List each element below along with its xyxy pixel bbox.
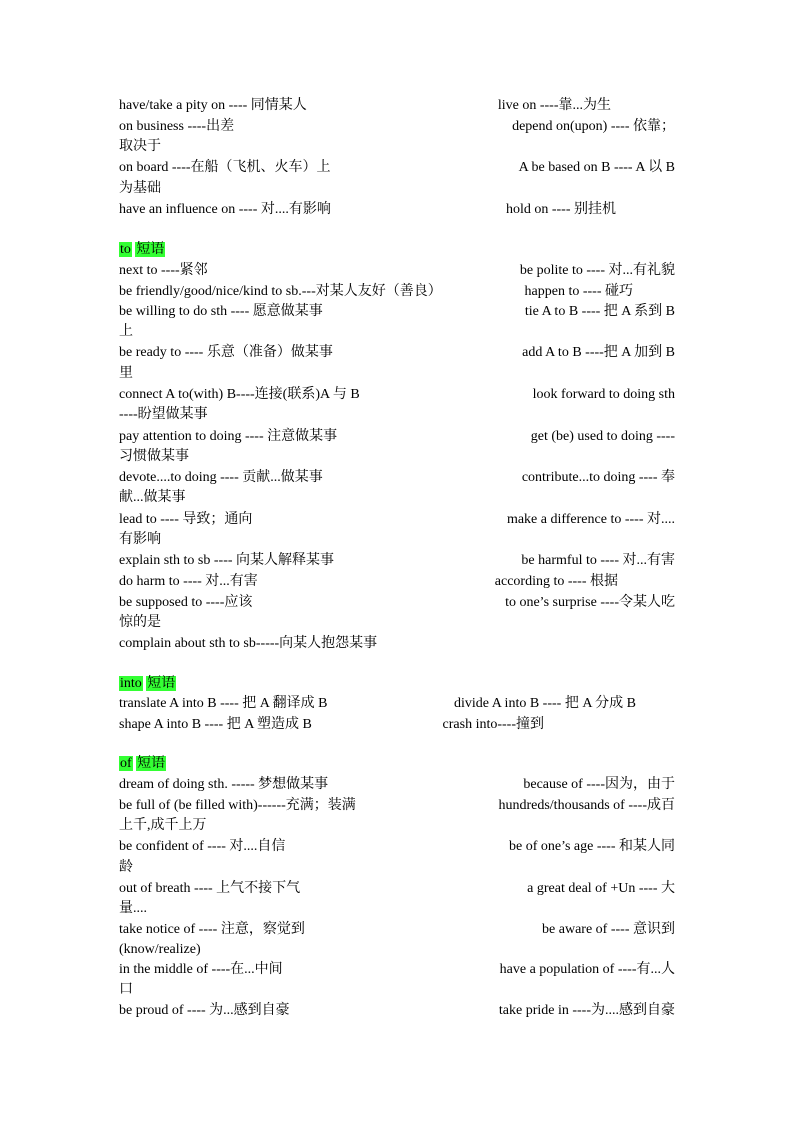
phrase-right: according to ---- 根据 [494, 574, 618, 589]
phrase-row [119, 117, 675, 137]
phrase-left: connect A to(with) B----连接(联系)A 与 B [119, 387, 360, 402]
phrase-left: complain about sth to sb-----向某人抱怨某事 [119, 636, 378, 651]
phrase-right: be aware of ---- 意识到 [542, 922, 675, 937]
phrase-right: crash into----撞到 [442, 717, 544, 732]
phrase-left: dream of doing sth. ----- 梦想做某事 [119, 777, 329, 792]
phrase-left: next to ----紧邻 [119, 263, 208, 278]
phrase-row [119, 427, 675, 447]
phrase-row [119, 385, 675, 405]
phrase-row [119, 796, 675, 816]
phrase-continuation: 惊的是 [119, 615, 161, 630]
phrase-right: happen to ---- 碰巧 [524, 284, 633, 299]
phrase-row [119, 343, 675, 363]
phrase-row [119, 715, 675, 735]
phrase-row [119, 960, 675, 980]
phrase-right: hundreds/thousands of ----成百 [498, 798, 675, 813]
phrase-right: get (be) used to doing ---- [530, 429, 675, 444]
phrase-row [119, 694, 675, 714]
phrase-left: be friendly/good/nice/kind to sb.---对某人友好（善良） [119, 284, 442, 299]
phrase-right: to one’s surprise ----令某人吃 [505, 595, 675, 610]
phrase-row [119, 572, 675, 592]
phrase-right: be polite to ---- 对...有礼貌 [519, 263, 675, 278]
phrase-right: make a difference to ---- 对.... [506, 512, 675, 527]
phrase-continuation: 取决于 [119, 139, 161, 154]
phrase-right: look forward to doing sth [532, 387, 675, 402]
phrase-right: add A to B ----把 A 加到 B [522, 345, 675, 360]
phrase-right: have a population of ----有...人 [499, 962, 675, 977]
phrase-left: take notice of ---- 注意，察觉到 [119, 922, 305, 937]
phrase-row [119, 1001, 675, 1021]
phrase-right: be harmful to ---- 对...有害 [521, 553, 675, 568]
phrase-left: be full of (be filled with)------充满；装满 [119, 798, 356, 813]
phrase-left: on board ----在船（飞机、火车）上 [119, 160, 331, 175]
phrase-left: be ready to ---- 乐意（准备）做某事 [119, 345, 333, 360]
phrase-left: on business ----出差 [119, 119, 235, 134]
phrase-left: be willing to do sth ---- 愿意做某事 [119, 304, 323, 319]
phrase-right: take pride in ----为....感到自豪 [498, 1003, 675, 1018]
phrase-continuation: 量.... [119, 901, 147, 916]
heading-word: into [120, 676, 142, 691]
phrase-row [119, 468, 675, 488]
heading-word: to [120, 242, 131, 257]
phrase-continuation: 有影响 [119, 532, 161, 547]
phrase-continuation: 口 [119, 982, 133, 997]
phrase-left: in the middle of ----在...中间 [119, 962, 283, 977]
phrase-continuation: (know/realize) [119, 942, 201, 957]
phrase-left: have/take a pity on ---- 同情某人 [119, 98, 307, 113]
phrase-left: lead to ---- 导致；通向 [119, 512, 253, 527]
phrase-row [119, 551, 675, 571]
phrase-right: divide A into B ---- 把 A 分成 B [454, 696, 636, 711]
heading-word: of [120, 756, 132, 771]
phrase-continuation: 为基础 [119, 181, 161, 196]
phrase-row [119, 282, 675, 302]
phrase-row [119, 879, 675, 899]
phrase-left: out of breath ---- 上气不接下气 [119, 881, 301, 896]
phrase-row [119, 920, 675, 940]
phrase-continuation: 上千,成千上万 [119, 818, 207, 833]
phrase-right: live on ----靠...为生 [497, 98, 611, 113]
phrase-row [119, 593, 675, 613]
heading-label: 短语 [137, 756, 166, 771]
phrase-left: be supposed to ----应该 [119, 595, 253, 610]
phrase-right: a great deal of +Un ---- 大 [527, 881, 675, 896]
phrase-right: contribute...to doing ---- 奉 [521, 470, 675, 485]
heading-label: 短语 [147, 676, 176, 691]
phrase-right: because of ----因为，由于 [523, 777, 675, 792]
phrase-continuation: ----盼望做某事 [119, 407, 208, 422]
phrase-left: be confident of ---- 对....自信 [119, 839, 286, 854]
phrase-left: devote....to doing ---- 贡献...做某事 [119, 470, 323, 485]
phrase-row [119, 634, 675, 654]
phrase-continuation: 龄 [119, 860, 133, 875]
phrase-row [119, 261, 675, 281]
section-heading-of [119, 754, 166, 774]
phrase-row [119, 158, 675, 178]
phrase-right: hold on ---- 别挂机 [505, 202, 616, 217]
phrase-row [119, 302, 675, 322]
phrase-right: be of one’s age ---- 和某人同 [508, 839, 675, 854]
phrase-continuation: 习惯做某事 [119, 449, 189, 464]
phrase-continuation: 献...做某事 [119, 490, 186, 505]
phrase-row [119, 200, 675, 220]
phrase-continuation: 里 [119, 366, 133, 381]
phrase-left: explain sth to sb ---- 向某人解释某事 [119, 553, 335, 568]
phrase-left: be proud of ---- 为...感到自豪 [119, 1003, 290, 1018]
phrase-right: A be based on B ---- A 以 B [518, 160, 675, 175]
phrase-left: have an influence on ---- 对....有影响 [119, 202, 331, 217]
phrase-row [119, 775, 675, 795]
phrase-left: pay attention to doing ---- 注意做某事 [119, 429, 338, 444]
phrase-right: tie A to B ---- 把 A 系到 B [524, 304, 675, 319]
phrase-left: translate A into B ---- 把 A 翻译成 B [119, 696, 328, 711]
phrase-left: do harm to ---- 对...有害 [119, 574, 258, 589]
phrase-row [119, 510, 675, 530]
section-heading-to [119, 240, 165, 260]
phrase-row [119, 837, 675, 857]
phrase-continuation: 上 [119, 324, 133, 339]
phrase-left: shape A into B ---- 把 A 塑造成 B [119, 717, 312, 732]
section-heading-into [119, 674, 176, 694]
heading-label: 短语 [136, 242, 165, 257]
phrase-row [119, 96, 675, 116]
phrase-right: depend on(upon) ---- 依靠； [512, 119, 675, 134]
